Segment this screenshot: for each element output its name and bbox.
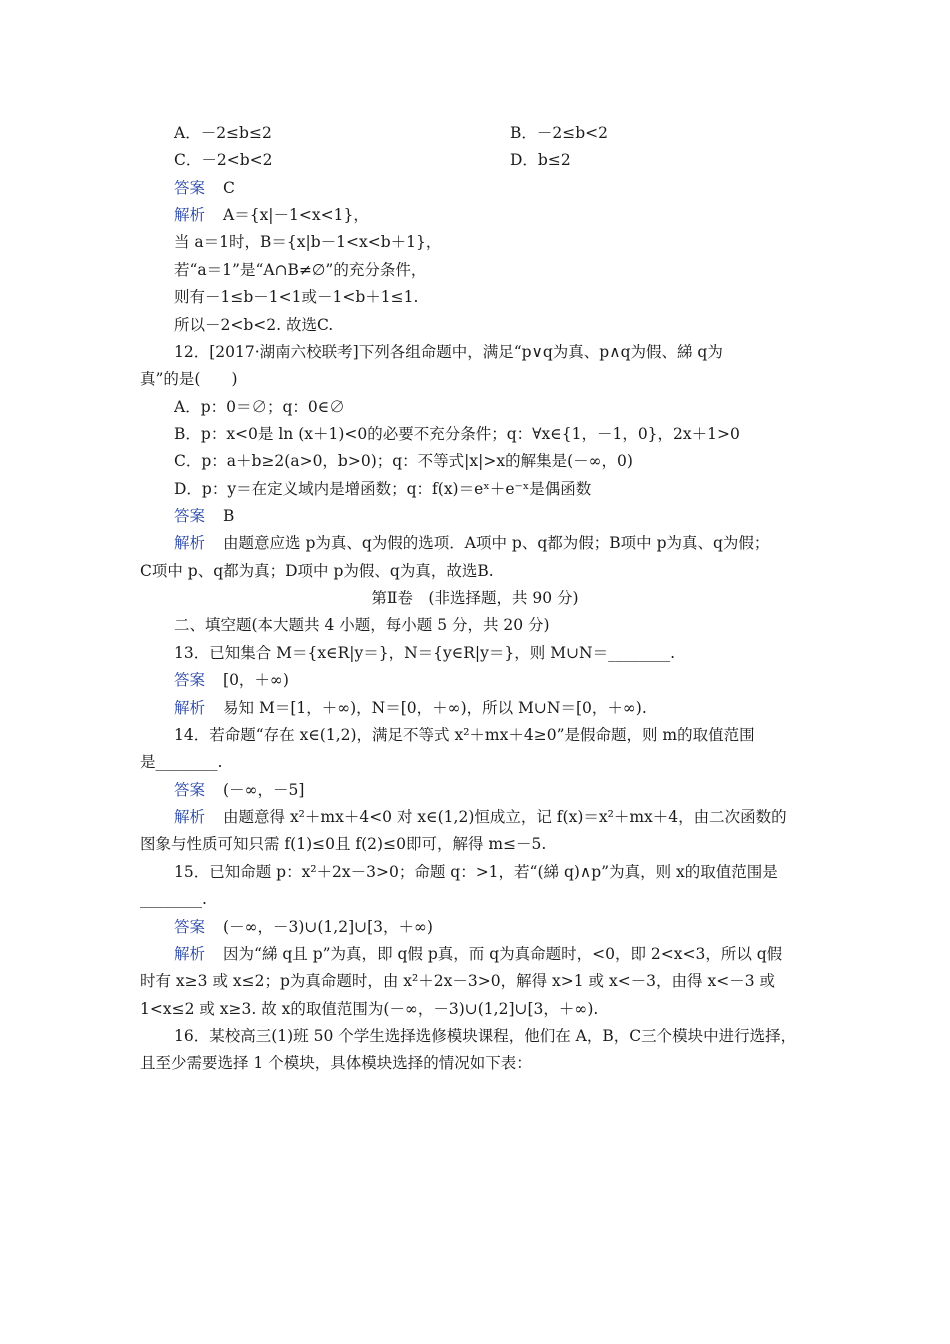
analysis-label: 解析 bbox=[174, 699, 206, 717]
option-a: A．－2≤b≤2 bbox=[174, 124, 272, 142]
option-a: A．p：0＝∅；q：0∈∅ bbox=[174, 398, 345, 416]
analysis-line: 解析 由题意应选 p为真、q为假的选项．A项中 p、q都为假；B项中 p为真、q为假； bbox=[174, 534, 770, 552]
analysis-label: 解析 bbox=[174, 808, 206, 826]
option-b: B．p：x<0是 ln (x＋1)<0的必要不充分条件；q：∀x∈{1，－1，0}，2x＋1>0 bbox=[174, 425, 740, 443]
text-line: 1<x≤2 或 x≥3. 故 x的取值范围为(－∞，－3)∪(1,2]∪[3，＋∞). bbox=[140, 1000, 599, 1018]
question-12: 12．[2017·湖南六校联考]下列各组命题中，满足“p∨q为真、p∧q为假、綈 q为 bbox=[174, 343, 723, 361]
answer-line: 答案 B bbox=[174, 507, 235, 525]
text-line: 则有－1≤b－1<1或－1<b＋1≤1. bbox=[174, 288, 419, 306]
question-13: 13．已知集合 M＝{x∈R|y＝}，N＝{y∈R|y＝}，则 M∪N＝________. bbox=[174, 644, 676, 662]
question-15: 15．已知命题 p：x²＋2x－3>0；命题 q：>1，若“(綈 q)∧p”为真，则 x的取值范围是 bbox=[174, 863, 778, 881]
text-line: 当 a＝1时，B＝{x|b－1<x<b＋1}， bbox=[174, 233, 442, 251]
analysis-line: 解析 A＝{x|－1<x<1}， bbox=[174, 206, 369, 224]
text-line: 时有 x≥3 或 x≤2；p为真命题时，由 x²＋2x－3>0，解得 x>1 或 x<－3，由得 x<－3 或 bbox=[140, 972, 775, 990]
question-15-cont: ________. bbox=[140, 890, 207, 908]
analysis-line: 解析 因为“綈 q且 p”为真，即 q假 p真，而 q为真命题时，<0，即 2<x<3，所以 q假 bbox=[174, 945, 783, 963]
section-heading: 二、填空题(本大题共 4 小题，每小题 5 分，共 20 分) bbox=[174, 616, 550, 634]
answer-line: 答案 C bbox=[174, 179, 235, 197]
section-title: 第Ⅱ卷 (非选择题，共 90 分) bbox=[371, 589, 579, 607]
answer-label: 答案 bbox=[174, 179, 206, 197]
answer-label: 答案 bbox=[174, 918, 206, 936]
option-c: C．－2<b<2 bbox=[174, 151, 273, 169]
answer-line: 答案 (－∞，－3)∪(1,2]∪[3，＋∞) bbox=[174, 918, 433, 936]
question-14-cont: 是________. bbox=[140, 753, 223, 771]
answer-label: 答案 bbox=[174, 507, 206, 525]
question-16: 16．某校高三(1)班 50 个学生选择选修模块课程，他们在 A，B，C三个模块中进行选择， bbox=[174, 1027, 797, 1045]
question-12-cont: 真”的是( ) bbox=[140, 370, 238, 388]
answer-label: 答案 bbox=[174, 671, 206, 689]
answer-line: 答案 (－∞，－5] bbox=[174, 781, 305, 799]
text-line: 图象与性质可知只需 f(1)≤0且 f(2)≤0即可，解得 m≤－5. bbox=[140, 835, 547, 853]
text-line: 所以－2<b<2. 故选C. bbox=[174, 316, 334, 334]
text-line: C项中 p、q都为真；D项中 p为假、q为真，故选B. bbox=[140, 562, 494, 580]
analysis-label: 解析 bbox=[174, 534, 206, 552]
analysis-label: 解析 bbox=[174, 945, 206, 963]
option-c: C．p：a＋b≥2(a>0，b>0)；q：不等式|x|>x的解集是(－∞，0) bbox=[174, 452, 633, 470]
analysis-line: 解析 由题意得 x²＋mx＋4<0 对 x∈(1,2)恒成立，记 f(x)＝x²＋mx＋4，由二次函数的 bbox=[174, 808, 787, 826]
option-b: B．－2≤b<2 bbox=[510, 124, 609, 142]
question-16-cont: 且至少需要选择 1 个模块，具体模块选择的情况如下表： bbox=[140, 1054, 532, 1072]
option-d: D．b≤2 bbox=[510, 151, 571, 169]
answer-label: 答案 bbox=[174, 781, 206, 799]
text-line: 若“a＝1”是“A∩B≠∅”的充分条件， bbox=[174, 261, 427, 279]
analysis-line: 解析 易知 M＝[1，＋∞)，N＝[0，＋∞)，所以 M∪N＝[0，＋∞). bbox=[174, 699, 647, 717]
question-14: 14．若命题“存在 x∈(1,2)，满足不等式 x²＋mx＋4≥0”是假命题，则 m的取值范围 bbox=[174, 726, 755, 744]
option-d: D．p：y＝在定义域内是增函数；q：f(x)＝eˣ＋e⁻ˣ是偶函数 bbox=[174, 480, 592, 498]
analysis-label: 解析 bbox=[174, 206, 206, 224]
answer-line: 答案 [0，＋∞) bbox=[174, 671, 289, 689]
